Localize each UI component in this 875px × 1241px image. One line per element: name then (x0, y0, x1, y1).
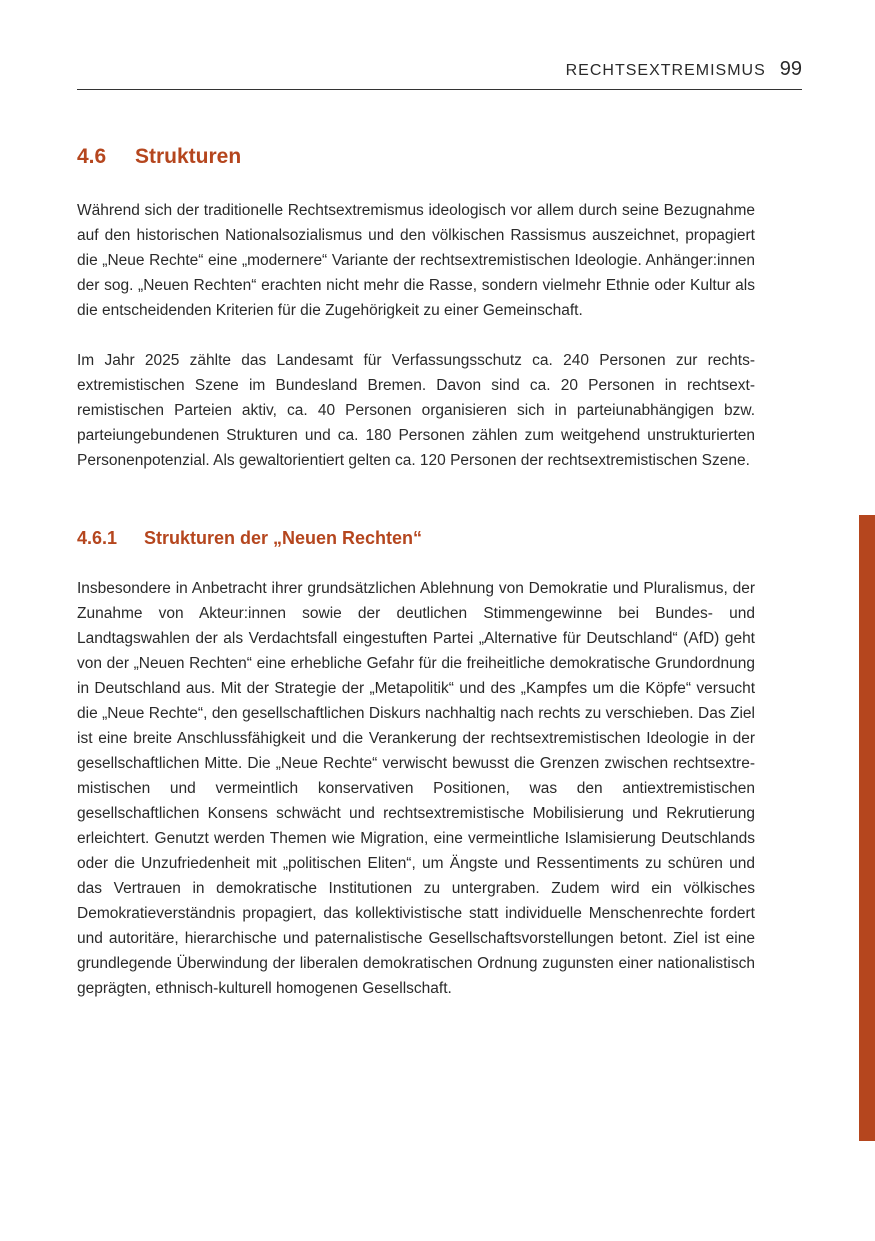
subsection-heading (77, 523, 755, 553)
section-heading (77, 140, 755, 174)
subsection-number: 4.6.1 (77, 528, 118, 548)
running-title: RECHTSEXTREMISMUS (565, 62, 766, 79)
section-paragraph-1: Während sich der traditionelle Rechtsextremismus ideologisch vor allem durch seine Bezugnahme auf den historischen Nationalsozialismus und den völkischen Rassismus auszeichnet, propagiert die „Neue Rechte“ eine „modernere“ Variante der rechtsextremistischen Ideologie. Anhänger:innen der sog. „Neuen Rechten“ erachten nicht mehr die Rasse, sondern vielmehr Ethnie oder Kultur als die entscheidenden Kriterien für die Zugehörigkeit zu einer Gemeinschaft. (77, 202, 755, 319)
section-paragraph-2: Im Jahr 2025 zählte das Landesamt für Verfassungsschutz ca. 240 Personen zur rechtsextremistischen Szene im Bundesland Bremen. Davon sind ca. 20 Personen in rechtsextremistischen Parteien aktiv, ca. 40 Personen organisieren sich in parteiunabhängigen bzw. parteiungebundenen Strukturen und ca. 180 Personen zählen zum weitgehend unstrukturierten Personenpotenzial. Als gewaltorientiert gelten ca. 120 Personen der rechtsextremistischen Szene. (77, 352, 755, 469)
section-title: Strukturen (135, 145, 242, 168)
section-number: 4.6 (77, 145, 107, 168)
page-content (77, 140, 755, 1001)
subsection-title: Strukturen der „Neuen Rechten“ (144, 528, 423, 548)
subsection-paragraph: Insbesondere in Anbetracht ihrer grundsätzlichen Ablehnung von Demokratie und Pluralismus, der Zunahme von Akteur:innen sowie der deutlichen Stimmengewinne bei Bundes- und Landtagswahlen der als Verdachtsfall eingestuften Partei „Alternative für Deutschland“ (AfD) geht von der „Neuen Rechten“ eine erhebliche Gefahr für die freiheitliche demokratische Grundordnung in Deutschland aus. Mit der Strategie der „Metapolitik“ und des „Kampfes um die Köpfe“ versucht die „Neue Rechte“, den gesellschaftlichen Diskurs nachhaltig nach rechts zu verschieben. Das Ziel ist eine breite Anschlussfähigkeit und die Verankerung der rechtsextremistischen Ideologie in der gesellschaftlichen Mitte. Die „Neue Rechte“ verwischt bewusst die Grenzen zwischen rechtsextremistischen und vermeintlich konservativen Positionen, was den antiextremistischen gesellschaftlichen Konsens schwächt und rechtsextremistische Mobilisierung und Rekrutierung erleichtert. Genutzt werden Themen wie Migration, eine vermeintliche Islamisierung Deutschlands oder die Unzufriedenheit mit „politischen Eliten“, um Ängste und Ressentiments zu schüren und das Vertrauen in demokratische Institutionen zu untergraben. Zudem wird ein völkisches Demokratieverständnis propagiert, das kollektivistische statt individuelle Menschenrechte fordert und autoritäre, hierarchische und paternalistische Gesellschaftsvorstellungen betont. Ziel ist eine grundlegende Überwindung der liberalen demokratischen Ordnung zugunsten einer nationalistisch geprägten, ethnisch-kulturell homogenen Gesellschaft. (77, 580, 755, 997)
page-number: 99 (779, 58, 802, 80)
running-header (77, 56, 802, 90)
chapter-side-bar (859, 515, 875, 1141)
